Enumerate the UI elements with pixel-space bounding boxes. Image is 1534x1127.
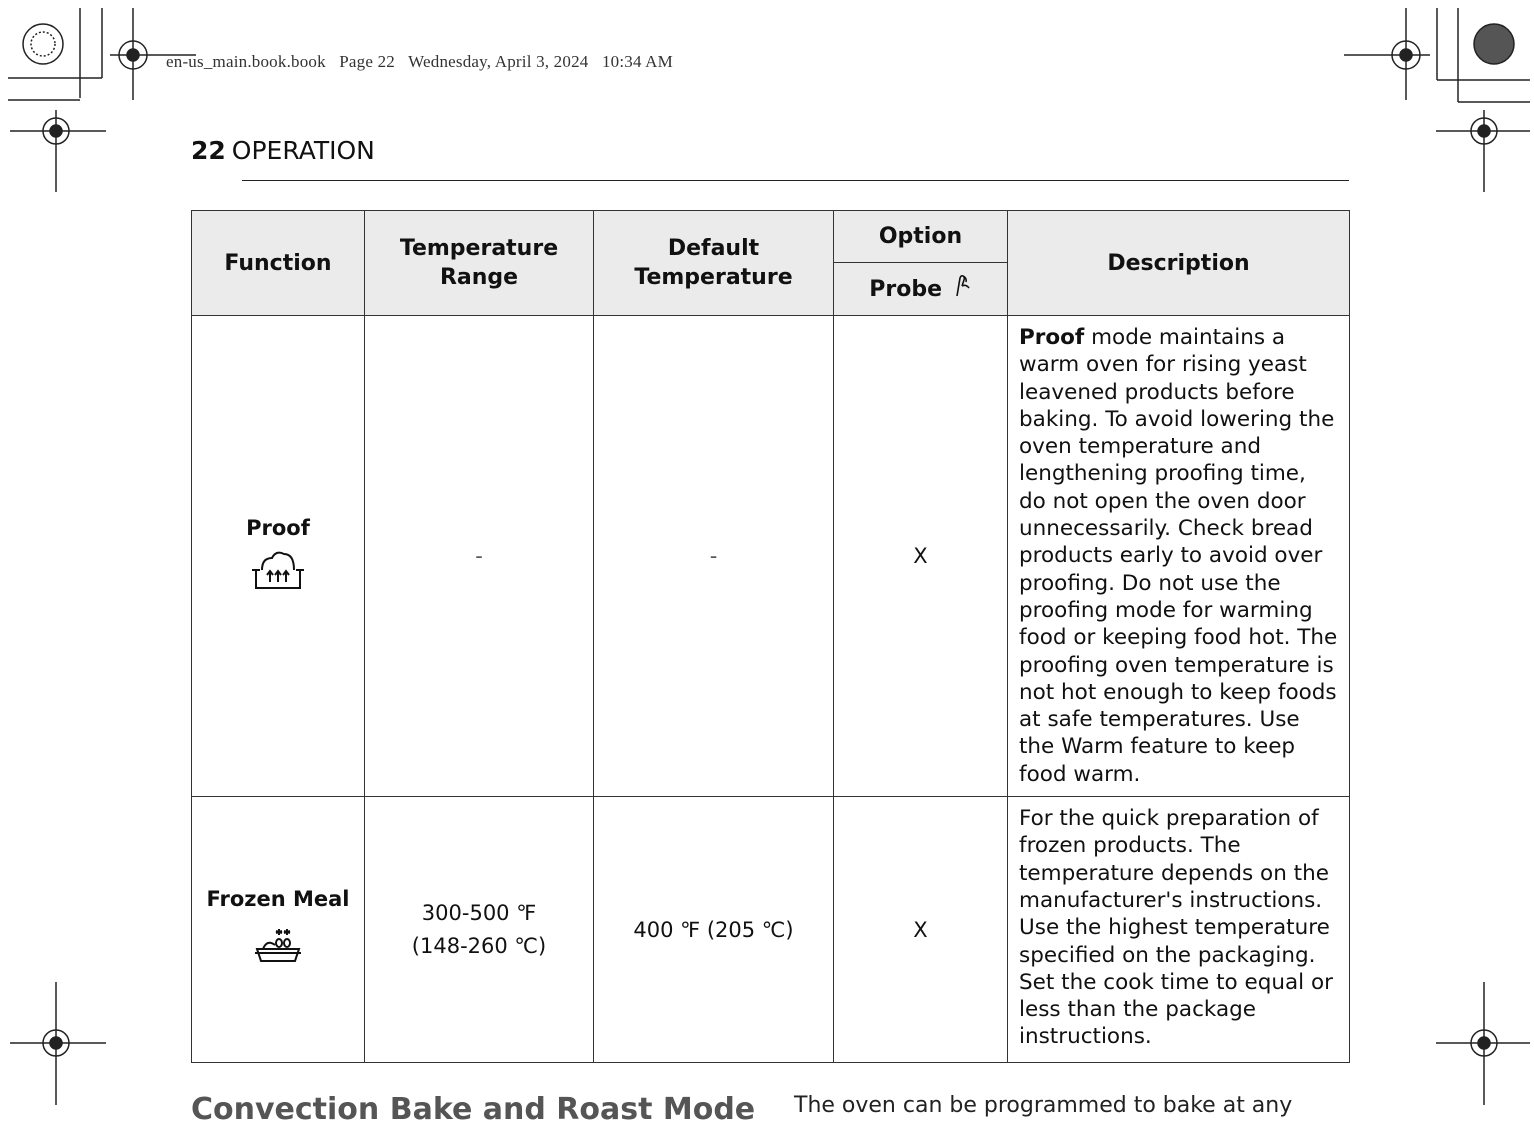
header-option: Option [834, 211, 1008, 263]
default-temperature-value: - [709, 544, 718, 569]
cell-default-temperature [594, 316, 834, 797]
function-name: Proof [246, 515, 310, 540]
cell-probe [834, 316, 1008, 797]
section-name: OPERATION [231, 136, 375, 165]
table-row [192, 797, 1350, 1063]
function-name: Frozen Meal [206, 887, 350, 912]
header-temperature-range: Temperature Range [365, 211, 594, 316]
table-row [192, 316, 1350, 797]
header-description: Description [1008, 211, 1350, 316]
heading-divider [242, 180, 1349, 181]
description-text: For the quick preparation of frozen products. The temperature depends on the manufacturer's instructions. Use the highest temperature specified on the packaging. Set the cook time to equal or less than the package instructions. [1019, 806, 1333, 1050]
print-file: en-us_main.book.book [166, 52, 326, 71]
temperature-range-value: - [475, 543, 483, 568]
description-bold: Proof [1019, 325, 1085, 350]
proof-icon [250, 573, 306, 597]
page-heading [191, 136, 375, 165]
header-probe-label: Probe [869, 277, 943, 302]
header-probe [834, 263, 1008, 316]
section-text: The oven can be programmed to bake at any [794, 1093, 1293, 1118]
frozen-meal-icon [253, 948, 303, 972]
probe-value: X [913, 917, 928, 942]
probe-icon [954, 274, 972, 298]
cell-temperature-range [365, 797, 594, 1063]
cell-default-temperature [594, 797, 834, 1063]
cell-temperature-range [365, 316, 594, 797]
description-text: mode maintains a warm oven for rising yeast leavened products before baking. To avoid lowering the oven temperature and lengthening proofing time, do not open the oven door unnecessarily. Check bread products early to avoid over proofing. Do not use the proofing mode for warming food or keeping food hot. The proofing oven temperature is not hot enough to keep foods at safe temperatures. Use the Warm feature to keep food warm. [1019, 325, 1338, 787]
print-page: Page 22 [339, 52, 395, 71]
print-time: 10:34 AM [601, 52, 673, 71]
cell-description [1008, 316, 1350, 797]
probe-value: X [913, 544, 928, 569]
default-temperature-value: 400 ℉ (205 ℃) [633, 917, 794, 942]
print-date: Wednesday, April 3, 2024 [408, 52, 589, 71]
cell-description [1008, 797, 1350, 1063]
print-header [166, 52, 682, 72]
header-function: Function [192, 211, 365, 316]
temperature-range-fahrenheit: 300-500 ℉ [421, 900, 537, 925]
page-number: 22 [191, 136, 226, 165]
temperature-range-celsius: (148-260 ℃) [411, 933, 547, 958]
function-table [191, 210, 1350, 1063]
cell-probe [834, 797, 1008, 1063]
header-default-temperature: Default Temperature [594, 211, 834, 316]
cell-function [192, 797, 365, 1063]
cell-function [192, 316, 365, 797]
section-title: Convection Bake and Roast Mode [191, 1092, 756, 1127]
